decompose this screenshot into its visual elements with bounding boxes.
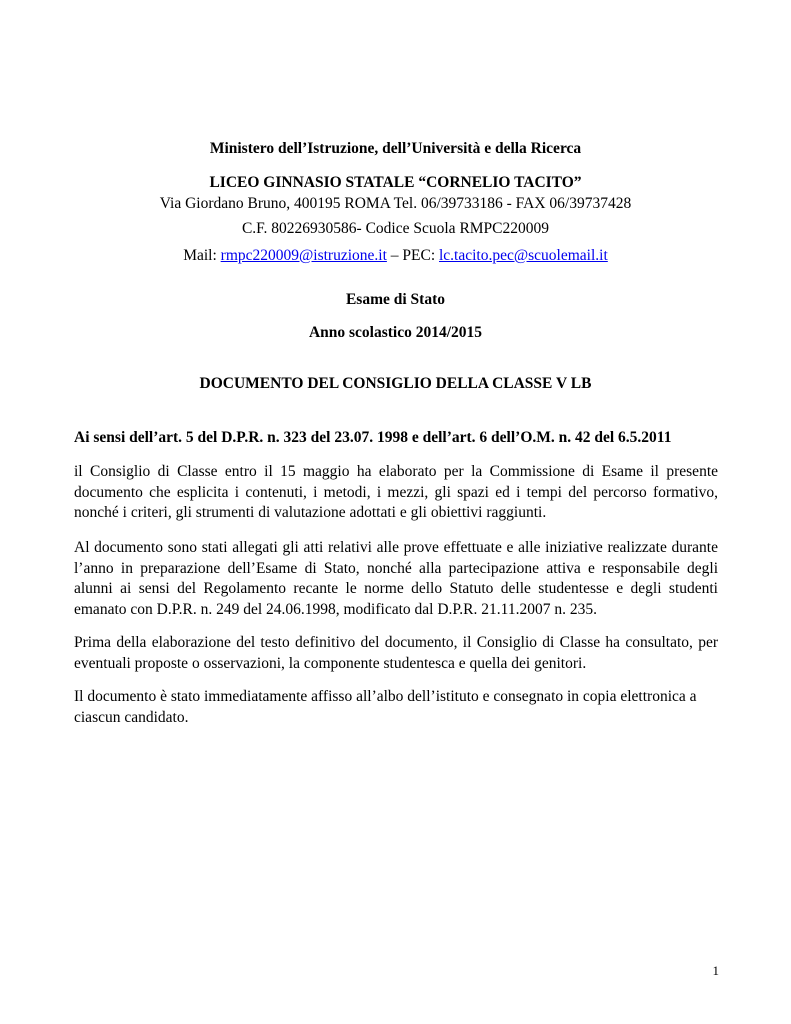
paragraph-4: Il documento è stato immediatamente affisso all’albo dell’istituto e consegnato in copia elettronica a ciascun candidato.: [74, 688, 697, 726]
pec-label: – PEC:: [386, 247, 439, 264]
legal-reference: Ai sensi dell’art. 5 del D.P.R. n. 323 del 23.07. 1998 e dell’art. 6 dell’O.M. n. 42 del 6.5.2011: [74, 429, 672, 446]
document-title: DOCUMENTO DEL CONSIGLIO DELLA CLASSE V LB: [199, 375, 592, 392]
mail-link[interactable]: rmpc220009@istruzione.it: [220, 247, 387, 264]
exam-title: Esame di Stato: [345, 291, 446, 308]
paragraph-1: il Consiglio di Classe entro il 15 maggio ha elaborato per la Commissione di Esame il presente documento che esplicita i contenuti, i metodi, i mezzi, gli spazi ed i tempi del percorso formativo, nonché i criteri, gli strumenti di valutazione adottati e gli obiettivi raggiunti.: [74, 463, 718, 521]
school-address: Via Giordano Bruno, 400195 ROMA Tel. 06/39733186 - FAX 06/39737428: [159, 195, 632, 212]
pec-link[interactable]: lc.tacito.pec@scuolemail.it: [439, 247, 608, 264]
school-name: LICEO GINNASIO STATALE “CORNELIO TACITO”: [209, 174, 582, 191]
page-number: 1: [712, 963, 719, 978]
paragraph-2: Al documento sono stati allegati gli atti relativi alle prove effettuate e alle iniziative realizzate durante l’anno in preparazione dell’Esame di Stato, nonché alla partecipazione attiva e responsabile degli alunni ai sensi del Regolamento recante le norme dello Statuto delle studentesse e degli studenti emanato con D.P.R. n. 249 del 24.06.1998, modificato dal D.P.R. 21.11.2007 n. 235.: [74, 539, 718, 618]
ministry-heading: Ministero dell’Istruzione, dell’Università e della Ricerca: [209, 140, 582, 157]
school-year: Anno scolastico 2014/2015: [308, 324, 483, 341]
school-fiscal-code: C.F. 80226930586- Codice Scuola RMPC220009: [241, 220, 550, 237]
mail-label: Mail:: [183, 247, 221, 264]
paragraph-3: Prima della elaborazione del testo definitivo del documento, il Consiglio di Classe ha consultato, per eventuali proposte o osservazioni, la componente studentesca e quella dei genitori.: [74, 634, 718, 672]
contact-line: [0, 246, 791, 266]
